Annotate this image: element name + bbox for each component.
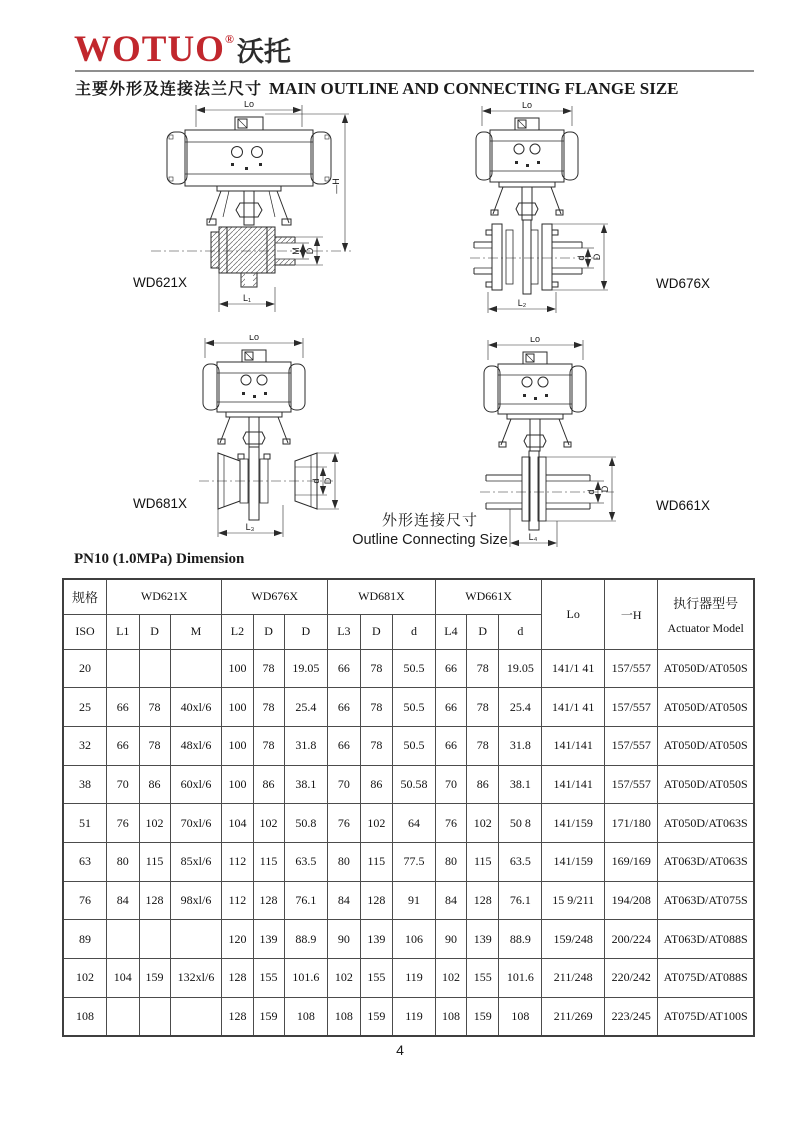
table-cell: 76.1	[284, 881, 328, 920]
table-cell: 90	[435, 920, 466, 959]
dim-label-lo: Lo	[529, 337, 541, 344]
table-cell: 38.1	[284, 765, 328, 804]
dim-label-l4: L₄	[528, 532, 538, 542]
header-lo: Lo	[542, 579, 605, 649]
table-cell: 104	[107, 959, 139, 998]
table-cell: 38	[63, 765, 107, 804]
dimension-table	[62, 578, 755, 1037]
table-cell: 66	[435, 688, 466, 727]
table-cell: 50.5	[393, 649, 436, 688]
table-cell: 159	[466, 997, 498, 1036]
table-cell: 78	[466, 649, 498, 688]
table-cell: 66	[328, 726, 360, 765]
table-cell	[139, 920, 170, 959]
table-cell: 139	[253, 920, 284, 959]
table-row	[63, 920, 754, 959]
header-h: 一H	[605, 579, 658, 649]
page-title-en: MAIN OUTLINE AND CONNECTING FLANGE SIZE	[269, 79, 679, 98]
table-cell: 38.1	[499, 765, 542, 804]
table-cell: 101.6	[499, 959, 542, 998]
table-cell: 119	[393, 959, 436, 998]
table-cell: AT050D/AT050S	[658, 726, 754, 765]
table-cell: 19.05	[284, 649, 328, 688]
table-cell: 100	[222, 649, 253, 688]
table-cell: 63.5	[284, 842, 328, 881]
table-cell: 108	[499, 997, 542, 1036]
table-cell: 78	[139, 726, 170, 765]
table-cell: 86	[466, 765, 498, 804]
table-cell: 157/557	[605, 649, 658, 688]
table-cell: 78	[466, 726, 498, 765]
header-group-wd681x: WD681X	[328, 579, 436, 614]
table-cell: 141/141	[542, 726, 605, 765]
table-cell: 112	[222, 881, 253, 920]
table-cell: 157/557	[605, 688, 658, 727]
table-cell: 66	[328, 688, 360, 727]
table-cell: 132xl/6	[170, 959, 222, 998]
header-group-wd621x: WD621X	[107, 579, 222, 614]
dim-label-d: D	[305, 247, 315, 255]
header-actuator	[658, 579, 754, 649]
table-cell: 50.5	[393, 688, 436, 727]
table-cell: 155	[466, 959, 498, 998]
dim-label-m: M	[291, 247, 301, 255]
table-cell: 70xl/6	[170, 804, 222, 843]
header-actuator-en: Actuator Model	[667, 620, 744, 635]
table-cell	[170, 649, 222, 688]
table-cell: 40xl/6	[170, 688, 222, 727]
table-cell: 128	[360, 881, 392, 920]
table-cell: 102	[466, 804, 498, 843]
brand-logo	[74, 28, 291, 71]
subheader-l3: L3	[328, 614, 360, 649]
subheader-m: M	[170, 614, 222, 649]
table-cell: 80	[435, 842, 466, 881]
table-cell: 70	[435, 765, 466, 804]
table-cell: 88.9	[284, 920, 328, 959]
page-title	[75, 76, 679, 99]
table-cell: 84	[435, 881, 466, 920]
table-cell: 90	[328, 920, 360, 959]
table-cell: 112	[222, 842, 253, 881]
table-cell: 141/159	[542, 804, 605, 843]
dim-label-lo: Lo	[243, 101, 255, 109]
subheader-l4: L4	[435, 614, 466, 649]
subheader-d7: d	[499, 614, 542, 649]
table-cell: 78	[360, 688, 392, 727]
table-cell: 128	[222, 997, 253, 1036]
dim-label-d-big: D	[600, 485, 610, 493]
table-cell	[107, 920, 139, 959]
table-cell: 128	[253, 881, 284, 920]
wd681x-lineart	[199, 338, 339, 537]
table-cell: 171/180	[605, 804, 658, 843]
table-row	[63, 765, 754, 804]
table-cell: 102	[435, 959, 466, 998]
table-cell: 119	[393, 997, 436, 1036]
table-cell: 115	[253, 842, 284, 881]
table-cell: AT075D/AT088S	[658, 959, 754, 998]
table-cell: 78	[253, 649, 284, 688]
table-cell: 169/169	[605, 842, 658, 881]
table-row	[63, 688, 754, 727]
table-cell: 108	[328, 997, 360, 1036]
model-label-wd661x: WD661X	[656, 498, 711, 513]
table-cell: 48xl/6	[170, 726, 222, 765]
table-cell: 115	[139, 842, 170, 881]
table-cell: 141/141	[542, 765, 605, 804]
table-cell	[170, 920, 222, 959]
dim-label-lo: Lo	[248, 335, 260, 342]
subheader-l1: L1	[107, 614, 139, 649]
table-cell: 63.5	[499, 842, 542, 881]
table-cell: 159	[253, 997, 284, 1036]
table-cell: 76	[435, 804, 466, 843]
table-cell: 120	[222, 920, 253, 959]
wd681x-svg	[197, 335, 347, 545]
table-cell: 141/1 41	[542, 688, 605, 727]
table-row	[63, 997, 754, 1036]
table-cell: 77.5	[393, 842, 436, 881]
drawings-caption-cn: 外形连接尺寸	[381, 512, 478, 529]
table-cell: 115	[466, 842, 498, 881]
table-cell: 194/208	[605, 881, 658, 920]
table-cell: 78	[253, 726, 284, 765]
table-cell: 66	[435, 649, 466, 688]
table-cell: 76	[328, 804, 360, 843]
dim-label-d-big: D	[592, 253, 602, 261]
valve-drawing-wd681x	[197, 335, 347, 545]
table-cell: AT063D/AT088S	[658, 920, 754, 959]
dim-label-d-small: d	[576, 255, 586, 261]
table-cell: 101.6	[284, 959, 328, 998]
table-cell: 108	[63, 997, 107, 1036]
table-cell	[139, 997, 170, 1036]
table-cell: 139	[466, 920, 498, 959]
table-cell	[107, 649, 139, 688]
table-cell: 70	[328, 765, 360, 804]
dim-label-d-small: d	[586, 489, 596, 495]
table-cell: AT063D/AT063S	[658, 842, 754, 881]
table-cell: 50.8	[284, 804, 328, 843]
table-cell: 31.8	[499, 726, 542, 765]
drawings-caption	[328, 512, 532, 549]
dim-label-d-big: D	[323, 477, 333, 485]
table-cell: 84	[328, 881, 360, 920]
table-cell: 66	[435, 726, 466, 765]
table-cell: 85xl/6	[170, 842, 222, 881]
table-cell: 89	[63, 920, 107, 959]
subheader-l2: L2	[222, 614, 253, 649]
table-cell: 141/1 41	[542, 649, 605, 688]
table-row	[63, 726, 754, 765]
subheader-d6: D	[466, 614, 498, 649]
table-cell: 84	[107, 881, 139, 920]
table-cell: 88.9	[499, 920, 542, 959]
table-cell: AT050D/AT063S	[658, 804, 754, 843]
header-iso: ISO	[63, 614, 107, 649]
table-body	[63, 649, 754, 1036]
table-cell: 100	[222, 765, 253, 804]
table-cell: 20	[63, 649, 107, 688]
table-cell: 102	[360, 804, 392, 843]
table-cell: 76	[63, 881, 107, 920]
table-cell: 86	[139, 765, 170, 804]
table-cell: 78	[139, 688, 170, 727]
table-cell: 50.5	[393, 726, 436, 765]
table-cell: 223/245	[605, 997, 658, 1036]
table-cell: 115	[360, 842, 392, 881]
dim-label-l3: L₃	[245, 522, 255, 532]
dim-label-h: —H	[331, 178, 341, 194]
table-title: PN10 (1.0MPa) Dimension	[74, 551, 245, 567]
table-cell: 106	[393, 920, 436, 959]
model-label-wd621x: WD621X	[133, 275, 188, 290]
table-cell: 159/248	[542, 920, 605, 959]
table-cell: 78	[360, 726, 392, 765]
table-cell: 51	[63, 804, 107, 843]
table-cell: AT063D/AT075S	[658, 881, 754, 920]
table-cell: 86	[253, 765, 284, 804]
table-cell: 50.58	[393, 765, 436, 804]
logo-chinese: 沃托	[236, 37, 291, 67]
header-divider	[75, 70, 754, 72]
header-group-wd676x: WD676X	[222, 579, 328, 614]
dim-label-lo: Lo	[521, 102, 533, 110]
table-cell: 80	[107, 842, 139, 881]
table-cell: 78	[360, 649, 392, 688]
dim-label-l1: L₁	[242, 293, 252, 303]
table-cell: 98xl/6	[170, 881, 222, 920]
table-cell: 63	[63, 842, 107, 881]
table-row	[63, 842, 754, 881]
table-cell: 139	[360, 920, 392, 959]
registered-mark-icon: ®	[224, 32, 234, 46]
table-cell: 157/557	[605, 726, 658, 765]
valve-drawing-wd676x	[470, 102, 615, 321]
table-cell: 100	[222, 726, 253, 765]
subheader-d4: D	[360, 614, 392, 649]
header-spec-cn: 规格	[63, 579, 107, 614]
table-cell: AT050D/AT050S	[658, 688, 754, 727]
table-cell: 157/557	[605, 765, 658, 804]
table-cell: AT075D/AT100S	[658, 997, 754, 1036]
table-cell: 66	[328, 649, 360, 688]
table-row	[63, 881, 754, 920]
subheader-d5: d	[393, 614, 436, 649]
subheader-d3: D	[284, 614, 328, 649]
table-cell: 155	[253, 959, 284, 998]
table-cell: 50 8	[499, 804, 542, 843]
table-cell: 211/269	[542, 997, 605, 1036]
table-cell: 108	[435, 997, 466, 1036]
table-cell: AT050D/AT050S	[658, 649, 754, 688]
table-cell: 108	[284, 997, 328, 1036]
table-cell: 25.4	[284, 688, 328, 727]
table-cell: 159	[360, 997, 392, 1036]
table-cell: 86	[360, 765, 392, 804]
table-cell	[107, 997, 139, 1036]
subheader-d2: D	[253, 614, 284, 649]
table-cell: 128	[139, 881, 170, 920]
page-number: 4	[396, 1042, 404, 1058]
table-cell: 66	[107, 726, 139, 765]
table-cell: 104	[222, 804, 253, 843]
dim-label-d-small: d	[311, 478, 321, 484]
table-cell	[170, 997, 222, 1036]
table-cell: 32	[63, 726, 107, 765]
table-cell: AT050D/AT050S	[658, 765, 754, 804]
wd676x-svg	[470, 102, 615, 321]
table-cell: 141/159	[542, 842, 605, 881]
table-row	[63, 649, 754, 688]
table-cell: 78	[253, 688, 284, 727]
table-cell: 78	[466, 688, 498, 727]
table-row	[63, 959, 754, 998]
table-cell: 60xl/6	[170, 765, 222, 804]
table-cell: 15 9/211	[542, 881, 605, 920]
table-cell: 31.8	[284, 726, 328, 765]
table-cell: 159	[139, 959, 170, 998]
drawings-caption-en: Outline Connecting Size	[352, 531, 508, 548]
table-header	[63, 579, 754, 649]
table-cell: 70	[107, 765, 139, 804]
table-cell: 76.1	[499, 881, 542, 920]
table-cell: 66	[107, 688, 139, 727]
dim-label-l2: L₂	[517, 298, 527, 308]
model-label-wd676x: WD676X	[656, 276, 711, 291]
subheader-d1: D	[139, 614, 170, 649]
table-cell	[139, 649, 170, 688]
table-row	[63, 804, 754, 843]
table-cell: 80	[328, 842, 360, 881]
table-cell: 128	[466, 881, 498, 920]
table-cell: 19.05	[499, 649, 542, 688]
table-cell: 25.4	[499, 688, 542, 727]
page-title-cn: 主要外形及连接法兰尺寸	[75, 81, 263, 98]
table-cell: 25	[63, 688, 107, 727]
table-cell: 64	[393, 804, 436, 843]
table-cell: 102	[253, 804, 284, 843]
table-cell: 102	[63, 959, 107, 998]
model-label-wd681x: WD681X	[133, 496, 188, 511]
table-cell: 102	[328, 959, 360, 998]
table-cell: 211/248	[542, 959, 605, 998]
logo-wordmark: WOTUO	[74, 29, 225, 70]
table-cell: 100	[222, 688, 253, 727]
header-group-wd661x: WD661X	[435, 579, 541, 614]
table-cell: 102	[139, 804, 170, 843]
table-cell: 220/242	[605, 959, 658, 998]
table-cell: 155	[360, 959, 392, 998]
wd676x-lineart	[470, 106, 608, 313]
table-cell: 76	[107, 804, 139, 843]
header-actuator-cn: 执行器型号	[673, 595, 739, 611]
table-cell: 200/224	[605, 920, 658, 959]
table-cell: 91	[393, 881, 436, 920]
table-cell: 128	[222, 959, 253, 998]
